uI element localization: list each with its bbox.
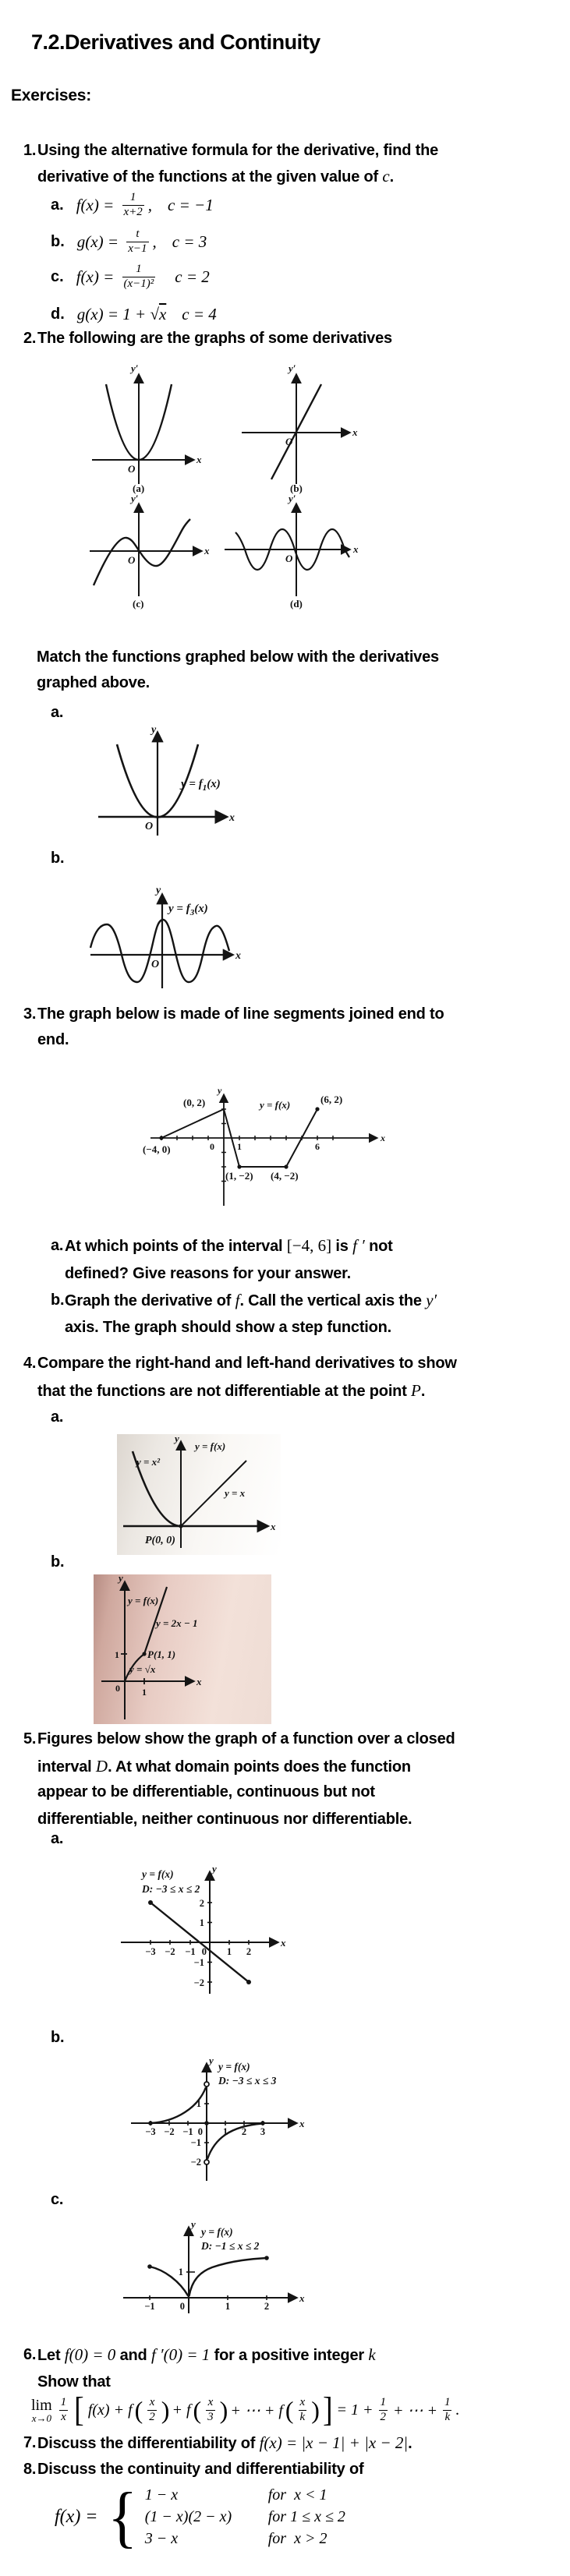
lower-curve: [207, 2124, 262, 2160]
q3a-line2: defined? Give reasons for your answer.: [65, 1265, 351, 1282]
graph-caption: (b): [290, 482, 303, 494]
x-axis-label: x: [299, 2118, 305, 2129]
match-b-label: b.: [51, 850, 65, 867]
point-label-4-m2: (4, −2): [271, 1170, 299, 1182]
fraction: [126, 228, 148, 256]
tick-label: −1: [185, 1946, 196, 1957]
q3b-yprime: y′: [426, 1291, 437, 1309]
q6-f0: f(0) = 0: [64, 2345, 116, 2364]
fraction: [299, 2396, 307, 2424]
x-axis-label: x: [281, 1937, 286, 1949]
x-tick-labels: [145, 1946, 251, 1957]
piecewise-lhs: f(x) =: [55, 2507, 98, 2528]
tick-label: 1: [222, 2126, 228, 2137]
q1-item-a-cvalue: c = −1: [168, 195, 214, 214]
fraction-numerator: t: [136, 228, 140, 241]
lim-subscript: x→0: [31, 2412, 51, 2424]
graph-caption: (d): [290, 598, 303, 610]
q7-line: [37, 2433, 412, 2454]
q5a-label: a.: [51, 1830, 64, 1847]
curve-label-post: (x): [194, 903, 208, 915]
cubic-curve: [94, 519, 190, 585]
q4-point-p: P: [411, 1381, 421, 1400]
graph-caption: (c): [133, 598, 144, 610]
q2-number: 2.: [23, 330, 37, 347]
origin-label: O: [285, 436, 293, 447]
y-axis-label: y: [212, 1863, 217, 1875]
x-axis-label: x: [299, 2292, 305, 2304]
q5-text: interval: [37, 1758, 96, 1776]
q1-item-b-cvalue: c = 3: [172, 231, 207, 251]
open-circle-top: [204, 2082, 209, 2087]
match-line2: graphed above.: [37, 674, 150, 691]
point-p-label: P(1, 1): [147, 1648, 176, 1660]
derivative-graph-c: [86, 495, 211, 610]
q4-period: .: [420, 1383, 426, 1400]
formula-period: .: [455, 2401, 460, 2419]
wave-curve: [90, 920, 229, 982]
q3a-line1: [65, 1236, 393, 1256]
right-bracket: ]: [322, 2390, 333, 2429]
y-axis-label: y: [156, 885, 161, 896]
curve-label-f: y = f(x): [142, 1868, 174, 1880]
tick-label-0: 0: [115, 1683, 120, 1694]
q1-item-a: [51, 188, 214, 222]
formula-segment: + ⋯ + f: [230, 2401, 283, 2419]
piecewise-case: [145, 2486, 345, 2504]
y-axis-label: y: [151, 724, 157, 736]
q1-number: 1.: [23, 142, 37, 159]
tick-label: −2: [164, 2126, 175, 2137]
q6-text: Let: [37, 2347, 65, 2364]
domain-label: D: −3 ≤ x ≤ 3: [218, 2075, 277, 2087]
q5-domain-d: D: [95, 1757, 108, 1776]
curve-label-f: y = f(x): [218, 2061, 250, 2072]
left-paren: (: [134, 2396, 143, 2424]
x-axis-label: x: [196, 1676, 202, 1687]
lim-label: lim: [31, 2396, 52, 2414]
q4a-label: a.: [51, 1408, 64, 1426]
fraction: [443, 2396, 452, 2424]
point-p: [142, 1652, 146, 1655]
piecewise-case: [145, 2530, 345, 2548]
q1-item-d-cvalue: c = 4: [182, 304, 217, 323]
case-condition: for x < 1: [267, 2486, 327, 2504]
q5-line3: appear to be differentiable, continuous but not: [37, 1783, 375, 1800]
x-axis-label: x: [271, 1521, 276, 1532]
point-label-m4-0: (−4, 0): [143, 1143, 171, 1155]
q3b-line2: axis. The graph should show a step function.: [65, 1319, 392, 1336]
x-axis-label: x: [381, 1133, 385, 1143]
case-condition: for 1 ≤ x ≤ 2: [267, 2508, 345, 2526]
q1-item-c: [51, 258, 210, 295]
fraction: [206, 2396, 215, 2424]
y-tick-label: 1: [178, 2267, 183, 2277]
endpoint-right: [260, 2121, 265, 2125]
q4-line2: [37, 1381, 425, 1401]
fraction-numerator: x: [149, 2396, 155, 2409]
comma: ,: [147, 195, 153, 214]
curve-label-x2: y = x²: [136, 1456, 161, 1468]
y-axis-label: y: [191, 2218, 196, 2230]
origin-label: O: [145, 821, 154, 832]
piecewise-brace: {: [107, 2479, 137, 2555]
endpoint-left: [148, 2121, 153, 2125]
q5-text2: . At what domain points does the function: [108, 1758, 411, 1776]
curve-label-sub: 3: [189, 908, 195, 917]
fraction-numerator: 1: [129, 191, 136, 204]
fraction: [147, 2396, 157, 2424]
curve-label-sqrtx: y = √x: [129, 1663, 156, 1675]
tick-label: 0: [197, 2126, 203, 2137]
tick-label: 1: [225, 2301, 231, 2312]
right-branch: [189, 2258, 267, 2296]
x-tick-labels: [145, 2126, 265, 2137]
q1-item-c-label: c.: [51, 267, 64, 285]
origin-label: O: [128, 554, 136, 566]
q3b-line1: [65, 1291, 437, 1311]
tick-label: −1: [144, 2301, 155, 2312]
curve-label-f: y = f(x): [201, 2226, 233, 2238]
graph-5c: [117, 2218, 308, 2319]
derivative-graph-b: [234, 362, 359, 495]
q7-number: 7.: [23, 2434, 37, 2451]
point-label-0-2: (0, 2): [183, 1097, 206, 1108]
tick-label: −3: [145, 2126, 156, 2137]
segment-graph: [136, 1087, 394, 1216]
q3b-text: Graph the derivative of: [65, 1292, 235, 1309]
q8-text: Discuss the continuity and differentiability of: [37, 2461, 364, 2478]
q5-line4: differentiable, neither continuous nor differentiable.: [37, 1811, 412, 1828]
fraction-denominator: 2: [380, 2410, 387, 2423]
fraction-denominator: k: [299, 2410, 306, 2423]
fraction-numerator: 1: [60, 2396, 67, 2409]
axis-ticks: [150, 2272, 267, 2300]
origin-label: O: [285, 553, 293, 564]
q1-line2: [37, 167, 394, 187]
fraction-denominator: (x−1)²: [123, 277, 154, 290]
q7-period: .: [408, 2435, 412, 2452]
fraction-denominator: x: [61, 2410, 66, 2423]
domain-label: D: −3 ≤ x ≤ 2: [142, 1883, 200, 1895]
formula-segment: f(x) + f: [87, 2401, 133, 2419]
tick-label-6: 6: [315, 1141, 320, 1152]
endpoint-right: [246, 1980, 251, 1984]
x-tick-labels: [144, 2301, 269, 2312]
q6-formula: [31, 2390, 460, 2430]
q7-abs-expression: f(x) = |x − 1| + |x − 2|: [259, 2433, 409, 2452]
q4-line1: Compare the right-hand and left-hand derivatives to show: [37, 1355, 457, 1372]
q3-line2: end.: [37, 1031, 69, 1048]
case-expression: 3 − x: [144, 2530, 179, 2548]
tick-label: 0: [179, 2301, 185, 2312]
page-title: 7.2.Derivatives and Continuity: [31, 30, 320, 54]
q1-item-b-label: b.: [51, 232, 65, 250]
fraction-numerator: 1: [444, 2396, 451, 2409]
x-axis-label: x: [353, 543, 359, 555]
q1-item-b-lhs: g(x) =: [76, 231, 123, 251]
fraction: [122, 191, 144, 219]
q5-line1: Figures below show the graph of a function over a closed: [37, 1730, 455, 1747]
endpoint-left: [148, 1900, 153, 1905]
curve-label-yx: y = x: [225, 1487, 246, 1499]
graph-5b: [125, 2055, 305, 2186]
tick-label: 1: [199, 1917, 204, 1928]
fraction: [122, 263, 156, 291]
x-axis-label: x: [352, 426, 358, 438]
q8-piecewise: [55, 2479, 345, 2555]
point-p: [179, 1524, 182, 1528]
q6-k: k: [368, 2345, 376, 2364]
piecewise-cases: [145, 2486, 345, 2548]
match-line1: Match the functions graphed below with the derivatives: [37, 648, 439, 666]
point-p-label: P(0, 0): [145, 1535, 175, 1546]
y-axis-label: y: [175, 1433, 179, 1444]
endpoint-left: [147, 2264, 152, 2269]
piecewise-case: [145, 2508, 345, 2526]
curve-label-2xm1: y = 2x − 1: [156, 1617, 198, 1629]
curve-label-sub: 1: [202, 783, 207, 793]
y-axis-label: y′: [289, 493, 296, 504]
open-circle-bottom: [204, 2160, 209, 2164]
function-graph-f1: [94, 725, 238, 842]
exercises-label: Exercises:: [11, 87, 92, 104]
x-axis-label: x: [235, 950, 241, 962]
q3b-label: b.: [51, 1292, 65, 1309]
tick-label: −2: [165, 1946, 175, 1957]
graph-caption: (a): [133, 482, 145, 494]
tick-label: −3: [145, 1946, 156, 1957]
right-paren: ): [161, 2396, 170, 2424]
x-axis-label: x: [196, 454, 202, 465]
q8-number: 8.: [23, 2461, 37, 2478]
tick-label: −2: [193, 1977, 204, 1988]
function-graph-f3: [86, 885, 242, 994]
tick-label: −1: [182, 2126, 193, 2137]
y-axis-label: y′: [131, 493, 139, 504]
q1-item-c-lhs: f(x) =: [76, 267, 119, 286]
tick-label: 0: [201, 1946, 207, 1957]
q5b-label: b.: [51, 2029, 65, 2046]
right-paren: ): [311, 2396, 320, 2424]
case-condition: for x > 2: [267, 2530, 327, 2548]
fraction-numerator: x: [207, 2396, 214, 2409]
formula-segment: + f: [172, 2401, 191, 2419]
q3a-text3: not: [364, 1238, 393, 1255]
x-axis-label: x: [229, 812, 235, 824]
q3b-text2: . Call the vertical axis the: [239, 1292, 427, 1309]
origin-label: O: [128, 463, 136, 475]
curve-label-pre: y = f: [168, 903, 190, 915]
y-axis-label: y: [119, 1572, 123, 1584]
q7-text: Discuss the differentiability of: [37, 2435, 260, 2452]
curve-label-pre: y = f: [181, 778, 203, 790]
match-a-label: a.: [51, 704, 64, 721]
curve-label: [179, 778, 221, 793]
point-label-1-m2: (1, −2): [225, 1170, 253, 1182]
q3a-text2: is: [331, 1238, 353, 1255]
tick-label-y1: 1: [115, 1649, 119, 1660]
q1-item-d: [51, 300, 217, 328]
q6-text2: and: [115, 2347, 151, 2364]
q1-line2-period: .: [389, 168, 394, 186]
y-axis-label: y: [218, 1085, 222, 1096]
q1-line1: Using the alternative formula for the derivative, find the: [37, 142, 439, 159]
tick-label-x1: 1: [142, 1687, 147, 1698]
q6-number: 6.: [23, 2346, 37, 2363]
q6-line1: [37, 2345, 376, 2366]
fraction-denominator: k: [444, 2410, 451, 2423]
case-expression: 1 − x: [144, 2486, 179, 2504]
endpoint-right: [264, 2256, 269, 2260]
left-bracket: [: [74, 2390, 84, 2429]
q6-line2: Show that: [37, 2373, 111, 2390]
q1-item-c-cvalue: c = 2: [175, 267, 210, 286]
y-axis-label: y′: [289, 362, 296, 374]
q3a-fprime: f ′: [352, 1236, 365, 1255]
q3a-interval: [−4, 6]: [286, 1236, 332, 1255]
left-paren: (: [193, 2396, 202, 2424]
case-expression: (1 − x)(2 − x): [144, 2508, 232, 2526]
origin-label: O: [151, 959, 160, 970]
derivative-graph-a: [86, 362, 203, 495]
q1-item-a-lhs: f(x) =: [76, 195, 119, 214]
fraction-denominator: x+2: [123, 205, 143, 218]
fraction: [379, 2396, 388, 2424]
curve-label-post: (x): [207, 778, 221, 790]
radical-sign: √: [150, 304, 159, 323]
graph-5a: [117, 1863, 285, 1999]
fraction: [59, 2396, 69, 2424]
point-origin: [204, 2121, 209, 2125]
graph-4b: [94, 1574, 271, 1724]
q3-number: 3.: [23, 1005, 37, 1023]
point-label-6-2: (6, 2): [320, 1094, 343, 1105]
tick-label: −2: [190, 2157, 201, 2168]
fraction-denominator: 2: [149, 2410, 155, 2423]
fraction-numerator: 1: [380, 2396, 387, 2409]
tick-label: −1: [193, 1957, 204, 1968]
comma: ,: [152, 231, 157, 251]
curve-label-f: y = f(x): [128, 1595, 159, 1606]
fraction-numerator: 1: [136, 263, 142, 276]
q1-line2-var: c: [382, 167, 390, 186]
tick-label: 2: [246, 1946, 252, 1957]
y-axis-label: y: [209, 2055, 214, 2066]
q1-item-d-label: d.: [51, 305, 65, 323]
curve-label: [167, 903, 208, 917]
q2-text: The following are the graphs of some derivatives: [37, 330, 392, 347]
q4-text: that the functions are not differentiable at the point: [37, 1383, 412, 1400]
fraction-denominator: x−1: [128, 242, 147, 255]
q3a-text: At which points of the interval: [65, 1238, 287, 1255]
q5c-label: c.: [51, 2191, 64, 2208]
q1-item-a-label: a.: [51, 196, 64, 214]
tick-label: 2: [264, 2301, 270, 2312]
q6-text3: for a positive integer: [210, 2347, 369, 2364]
graph-4a: [117, 1434, 281, 1555]
y-axis-label: y′: [131, 362, 139, 374]
limit-operator: [31, 2398, 52, 2423]
derivative-graph-d: [218, 495, 363, 610]
tick-label: −1: [190, 2137, 201, 2148]
q3b-f: f: [235, 1291, 240, 1309]
formula-segment: = 1 +: [336, 2401, 374, 2419]
fraction-numerator: x: [299, 2396, 306, 2409]
tick-label-1: 1: [237, 1141, 242, 1152]
q5-line2: [37, 1757, 411, 1777]
left-paren: (: [285, 2396, 294, 2424]
tick-label: 2: [199, 1898, 204, 1909]
q4-number: 4.: [23, 1355, 37, 1372]
q1-line2-text: derivative of the functions at the given value of: [37, 168, 383, 186]
fraction-denominator: 3: [207, 2410, 214, 2423]
domain-label: D: −1 ≤ x ≤ 2: [201, 2240, 260, 2252]
q3a-label: a.: [51, 1237, 64, 1254]
q1-item-b: [51, 224, 207, 259]
curve-label: y = f(x): [260, 1099, 291, 1111]
radical-arg: x: [158, 304, 167, 323]
right-paren: ): [219, 2396, 228, 2424]
q6-fprime0: f ′(0) = 1: [150, 2345, 211, 2364]
formula-segment: + ⋯ +: [393, 2401, 438, 2419]
q4b-label: b.: [51, 1553, 65, 1571]
q5-number: 5.: [23, 1730, 37, 1747]
q3-line1: The graph below is made of line segments joined end to: [37, 1005, 444, 1023]
q1-item-d-lhs: g(x) = 1 +: [76, 304, 150, 323]
tick-label: 3: [260, 2126, 266, 2137]
tick-label: 1: [226, 1946, 232, 1957]
x-axis-label: x: [204, 545, 210, 557]
curve-label-f: y = f(x): [195, 1440, 226, 1452]
tick-label: 2: [241, 2126, 247, 2137]
tick-label: 1: [196, 2098, 201, 2109]
tick-label-0: 0: [210, 1141, 214, 1152]
